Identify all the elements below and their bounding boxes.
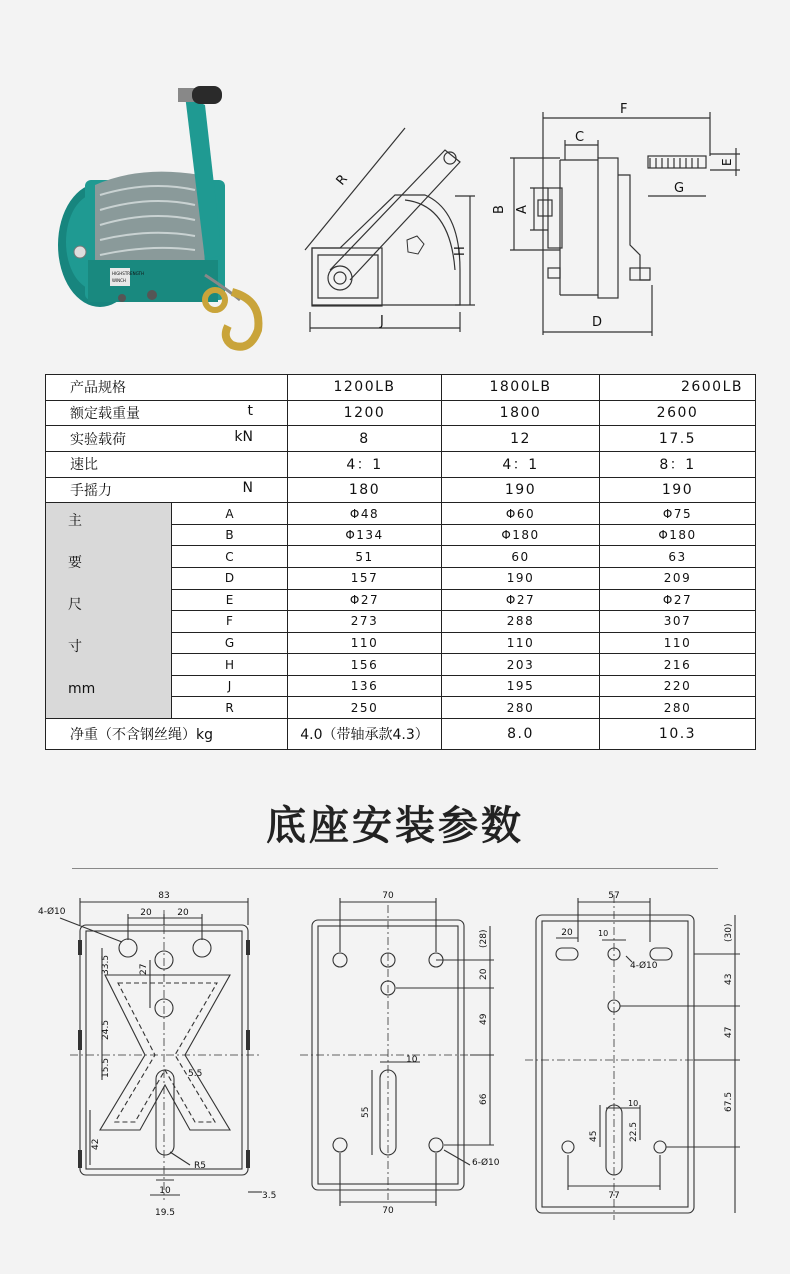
dim-value: Φ75 — [600, 503, 756, 525]
d2-r4: 66 — [479, 1093, 489, 1105]
cell-value: 190 — [442, 477, 600, 503]
dims-char-3: 尺 — [68, 597, 82, 614]
d3-r1: (30) — [724, 923, 734, 942]
row-unit: kN — [234, 428, 253, 445]
d2-slot-w: 10 — [406, 1055, 418, 1065]
d3-r3: 47 — [724, 1026, 734, 1038]
dim-e-label: E — [720, 158, 734, 166]
mounting-drawings — [0, 880, 790, 1274]
hero-drawings — [0, 0, 790, 372]
dim-key: C — [172, 546, 288, 568]
row-label: 额定载重量 — [70, 406, 140, 422]
d3-r2: 43 — [724, 973, 734, 985]
dim-value: 216 — [600, 654, 756, 676]
cell-value: 1800 — [442, 400, 600, 426]
weight-row — [46, 718, 756, 749]
d3-r4: 67.5 — [724, 1091, 734, 1112]
cell-value: 4.0（带轴承款4.3） — [288, 718, 442, 749]
d2-holes: 6-Ø10 — [472, 1158, 500, 1168]
dim-value: 110 — [288, 632, 442, 654]
dim-key: G — [172, 632, 288, 654]
d2-slot-h: 55 — [361, 1106, 371, 1118]
dim-value: Φ180 — [600, 524, 756, 546]
dim-value: 273 — [288, 611, 442, 633]
dim-value: 110 — [442, 632, 600, 654]
dim-value: 307 — [600, 611, 756, 633]
cell-value: 8：1 — [600, 452, 756, 478]
dim-h-label: H — [453, 246, 468, 256]
table-row — [46, 452, 756, 478]
d1-r1: 5.5 — [188, 1069, 203, 1079]
dim-value: Φ48 — [288, 503, 442, 525]
dim-value: 280 — [442, 697, 600, 719]
dim-value: Φ60 — [442, 503, 600, 525]
dim-c-label: C — [575, 130, 585, 145]
d2-bottom: 70 — [382, 1206, 394, 1216]
dim-value: Φ27 — [288, 589, 442, 611]
dim-value: 136 — [288, 675, 442, 697]
dim-value: 209 — [600, 568, 756, 590]
weight-label: 净重（不含钢丝绳）kg — [46, 718, 288, 749]
spec-table — [45, 374, 755, 750]
dim-b-label: B — [492, 205, 507, 214]
cell-value: 1200 — [288, 400, 442, 426]
dims-group-label — [46, 503, 172, 719]
table-row — [46, 426, 756, 452]
plate-text-2: WINCH — [112, 278, 126, 283]
cell-value: 12 — [442, 426, 600, 452]
dim-value: 60 — [442, 546, 600, 568]
dims-char-4: 寸 — [68, 639, 82, 656]
model-2600: 2600LB — [600, 375, 756, 401]
dim-value: 288 — [442, 611, 600, 633]
dim-row-a — [46, 503, 756, 525]
dim-value: 220 — [600, 675, 756, 697]
d3-bottom: 77 — [608, 1191, 620, 1201]
dim-key: R — [172, 697, 288, 719]
d2-top: 70 — [382, 891, 394, 901]
dims-char-1: 主 — [68, 513, 82, 530]
dim-a-label: A — [515, 205, 530, 214]
row-unit: N — [242, 480, 253, 497]
section-title: 底座安装参数 — [266, 803, 524, 849]
row-unit: t — [247, 403, 253, 419]
dim-value: 195 — [442, 675, 600, 697]
d1-holes: 4-Ø10 — [38, 907, 66, 917]
spec-header-row — [46, 375, 756, 401]
d2-r2: 20 — [479, 968, 489, 980]
dim-j-label: J — [380, 314, 384, 329]
cell-value: 190 — [600, 477, 756, 503]
d1-r2: R5 — [194, 1161, 206, 1171]
cell-value: 10.3 — [600, 718, 756, 749]
table-row — [46, 477, 756, 503]
dim-value: 63 — [600, 546, 756, 568]
cell-value: 2600 — [600, 400, 756, 426]
dim-key: A — [172, 503, 288, 525]
cell-value: 8 — [288, 426, 442, 452]
dim-value: 156 — [288, 654, 442, 676]
dim-key: D — [172, 568, 288, 590]
d3-slot-h2: 22.5 — [629, 1121, 639, 1142]
d2-r1: (28) — [479, 929, 489, 948]
mount-drawing-2 — [300, 898, 494, 1206]
dim-value: 51 — [288, 546, 442, 568]
d1-v4: 15.5 — [101, 1057, 111, 1078]
model-1800: 1800LB — [442, 375, 600, 401]
d3-holes: 4-Ø10 — [630, 961, 658, 971]
dim-value: 250 — [288, 697, 442, 719]
dim-key: E — [172, 589, 288, 611]
dim-value: 110 — [600, 632, 756, 654]
d3-slot-w: 10 — [628, 1099, 639, 1108]
dim-value: Φ27 — [442, 589, 600, 611]
dim-value: Φ134 — [288, 524, 442, 546]
d1-width: 83 — [158, 891, 170, 901]
row-label: 速比 — [70, 457, 98, 474]
row-label: 手摇力 — [70, 483, 112, 500]
d1-spacing-1: 20 — [140, 908, 152, 918]
d1-v2: 27 — [139, 963, 149, 975]
dim-r-label: R — [333, 171, 351, 189]
mount-drawing-3 — [525, 895, 740, 1220]
table-row — [46, 400, 756, 426]
model-1200: 1200LB — [288, 375, 442, 401]
dims-char-2: 要 — [68, 555, 82, 572]
dim-value: 190 — [442, 568, 600, 590]
d1-v1: 33.5 — [101, 954, 111, 975]
d1-side: 3.5 — [262, 1191, 277, 1201]
dim-value: 157 — [288, 568, 442, 590]
d3-gap: 10 — [598, 929, 609, 938]
dim-g-label: G — [674, 181, 685, 196]
dim-f-label: F — [620, 102, 628, 117]
plate-text-1: HIGHSTRENGTH — [112, 271, 144, 276]
d2-r3: 49 — [479, 1013, 489, 1025]
cell-value: 180 — [288, 477, 442, 503]
dim-value: Φ180 — [442, 524, 600, 546]
dim-key: H — [172, 654, 288, 676]
dim-value: Φ27 — [600, 589, 756, 611]
cell-value: 17.5 — [600, 426, 756, 452]
d1-v3: 24.5 — [101, 1019, 111, 1040]
dim-key: J — [172, 675, 288, 697]
dim-key: F — [172, 611, 288, 633]
dims-unit: mm — [68, 681, 96, 698]
d3-slot-h1: 45 — [589, 1130, 599, 1142]
d1-spacing-2: 20 — [177, 908, 189, 918]
d1-b2: 19.5 — [154, 1208, 176, 1218]
cell-value: 4：1 — [442, 452, 600, 478]
mount-drawing-1 — [60, 898, 262, 1200]
d1-v5: 42 — [91, 1138, 101, 1150]
d3-slot-len: 20 — [561, 928, 573, 938]
d1-b1: 10 — [159, 1186, 171, 1196]
dim-d-label: D — [592, 315, 603, 330]
dim-value: 203 — [442, 654, 600, 676]
cell-value: 8.0 — [442, 718, 600, 749]
title-divider — [72, 868, 718, 869]
header-label: 产品规格 — [46, 375, 288, 401]
dim-key: B — [172, 524, 288, 546]
d3-top: 57 — [608, 891, 620, 901]
row-label: 实验载荷 — [70, 431, 126, 448]
cell-value: 4：1 — [288, 452, 442, 478]
dim-value: 280 — [600, 697, 756, 719]
